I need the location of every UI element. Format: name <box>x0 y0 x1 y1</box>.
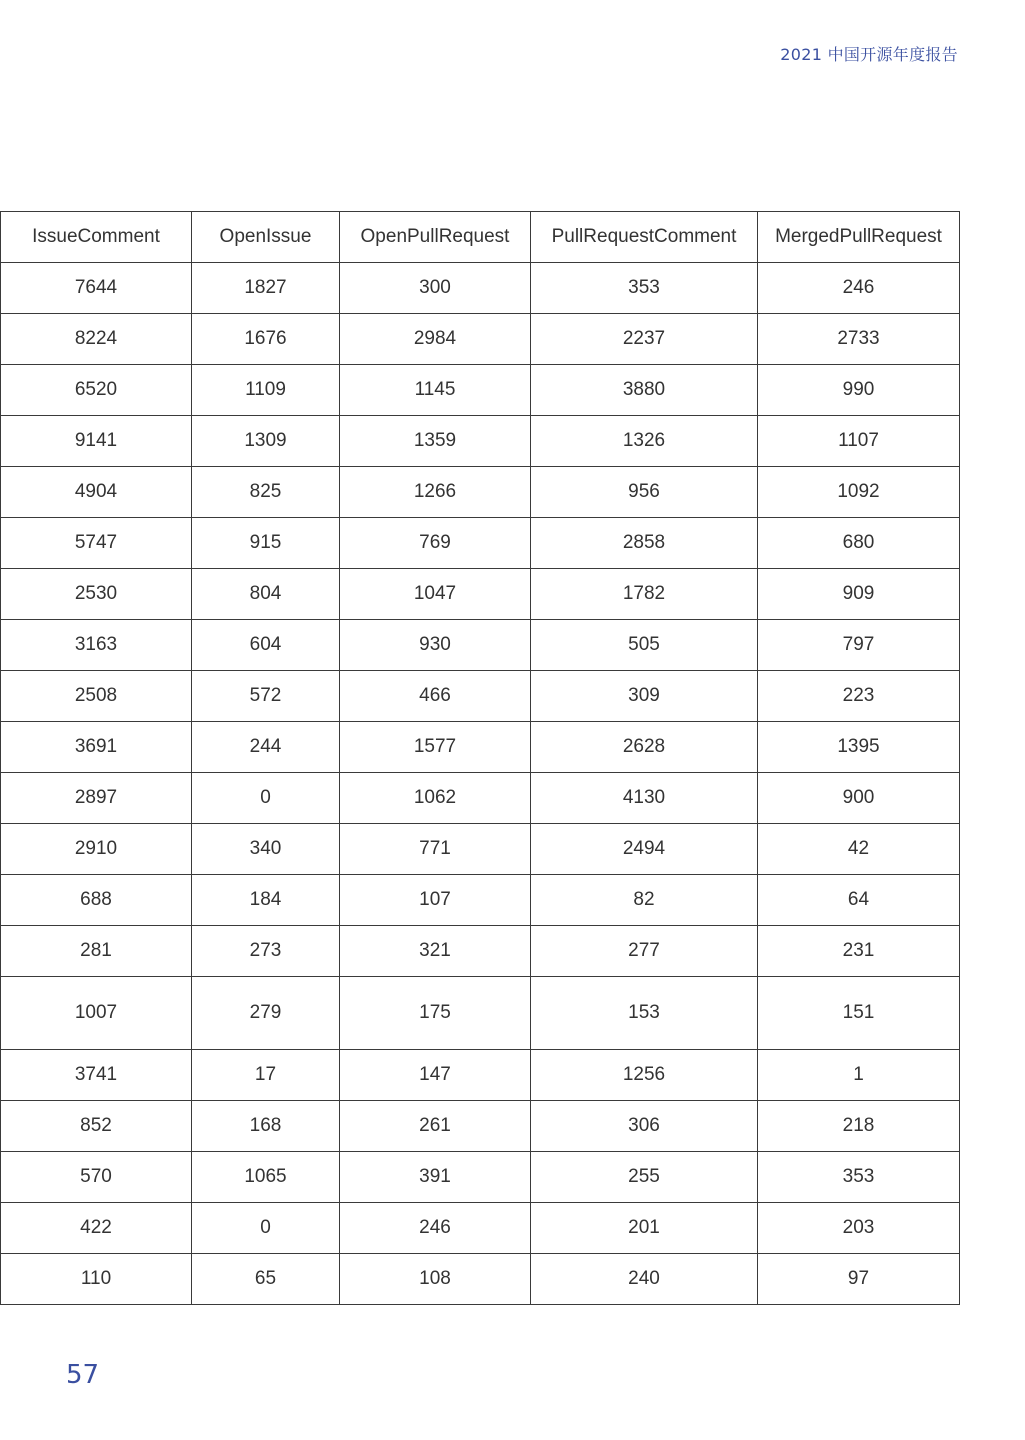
table-cell: 2910 <box>1 824 192 875</box>
table-cell: 110 <box>1 1254 192 1305</box>
table-cell: 223 <box>758 671 960 722</box>
table-cell: 391 <box>340 1152 531 1203</box>
table-cell: 1145 <box>340 365 531 416</box>
table-cell: 2984 <box>340 314 531 365</box>
table-row <box>1 518 960 569</box>
table-cell: 797 <box>758 620 960 671</box>
table-body <box>1 263 960 1305</box>
table-cell: 990 <box>758 365 960 416</box>
table-cell: 244 <box>192 722 340 773</box>
column-header: OpenPullRequest <box>340 212 531 263</box>
table-cell: 3741 <box>1 1050 192 1101</box>
table-cell: 240 <box>531 1254 758 1305</box>
table-cell: 915 <box>192 518 340 569</box>
table-cell: 246 <box>340 1203 531 1254</box>
page-number: 57 <box>66 1360 100 1390</box>
table-cell: 930 <box>340 620 531 671</box>
table-cell: 9141 <box>1 416 192 467</box>
table-cell: 1007 <box>1 977 192 1050</box>
column-header: MergedPullRequest <box>758 212 960 263</box>
table-cell: 900 <box>758 773 960 824</box>
table-cell: 1395 <box>758 722 960 773</box>
table-cell: 1326 <box>531 416 758 467</box>
table-cell: 273 <box>192 926 340 977</box>
column-header: PullRequestComment <box>531 212 758 263</box>
table-cell: 6520 <box>1 365 192 416</box>
table-cell: 353 <box>531 263 758 314</box>
table-row <box>1 1152 960 1203</box>
table-cell: 1092 <box>758 467 960 518</box>
table-row <box>1 1203 960 1254</box>
table-cell: 246 <box>758 263 960 314</box>
table-cell: 1 <box>758 1050 960 1101</box>
table-cell: 2858 <box>531 518 758 569</box>
table-cell: 1109 <box>192 365 340 416</box>
table-cell: 281 <box>1 926 192 977</box>
table-cell: 1047 <box>340 569 531 620</box>
table-cell: 909 <box>758 569 960 620</box>
table-cell: 1309 <box>192 416 340 467</box>
table-row <box>1 773 960 824</box>
table-cell: 0 <box>192 773 340 824</box>
table-cell: 2237 <box>531 314 758 365</box>
table-cell: 277 <box>531 926 758 977</box>
table-cell: 604 <box>192 620 340 671</box>
table-row <box>1 569 960 620</box>
table-row <box>1 1050 960 1101</box>
table-cell: 279 <box>192 977 340 1050</box>
table-row <box>1 416 960 467</box>
table-cell: 1062 <box>340 773 531 824</box>
table-cell: 151 <box>758 977 960 1050</box>
table-cell: 353 <box>758 1152 960 1203</box>
table-cell: 688 <box>1 875 192 926</box>
table-cell: 107 <box>340 875 531 926</box>
table-cell: 1256 <box>531 1050 758 1101</box>
table-row <box>1 1101 960 1152</box>
table-cell: 5747 <box>1 518 192 569</box>
table-cell: 1107 <box>758 416 960 467</box>
table-cell: 203 <box>758 1203 960 1254</box>
table-cell: 108 <box>340 1254 531 1305</box>
table-row <box>1 824 960 875</box>
column-header: IssueComment <box>1 212 192 263</box>
table-cell: 2494 <box>531 824 758 875</box>
table-cell: 505 <box>531 620 758 671</box>
table-cell: 42 <box>758 824 960 875</box>
table-row <box>1 620 960 671</box>
table-cell: 65 <box>192 1254 340 1305</box>
table-cell: 231 <box>758 926 960 977</box>
table-cell: 168 <box>192 1101 340 1152</box>
table-cell: 184 <box>192 875 340 926</box>
table-cell: 17 <box>192 1050 340 1101</box>
table-cell: 466 <box>340 671 531 722</box>
table-cell: 1359 <box>340 416 531 467</box>
table-cell: 7644 <box>1 263 192 314</box>
table-cell: 4904 <box>1 467 192 518</box>
table-header <box>1 212 960 263</box>
table-header-row <box>1 212 960 263</box>
table-cell: 306 <box>531 1101 758 1152</box>
table-row <box>1 875 960 926</box>
table-cell: 2897 <box>1 773 192 824</box>
table-cell: 1676 <box>192 314 340 365</box>
table-cell: 1782 <box>531 569 758 620</box>
table-cell: 201 <box>531 1203 758 1254</box>
table-cell: 8224 <box>1 314 192 365</box>
table-cell: 0 <box>192 1203 340 1254</box>
report-header-title: 2021 中国开源年度报告 <box>780 45 958 64</box>
table-cell: 1266 <box>340 467 531 518</box>
table-cell: 261 <box>340 1101 531 1152</box>
table-cell: 321 <box>340 926 531 977</box>
table-cell: 4130 <box>531 773 758 824</box>
table-cell: 153 <box>531 977 758 1050</box>
table-cell: 572 <box>192 671 340 722</box>
table-row <box>1 263 960 314</box>
table-cell: 300 <box>340 263 531 314</box>
table-cell: 218 <box>758 1101 960 1152</box>
table-cell: 97 <box>758 1254 960 1305</box>
table-cell: 175 <box>340 977 531 1050</box>
table-cell: 956 <box>531 467 758 518</box>
table-cell: 3163 <box>1 620 192 671</box>
table-cell: 2508 <box>1 671 192 722</box>
table-cell: 82 <box>531 875 758 926</box>
table-row <box>1 926 960 977</box>
table-cell: 3880 <box>531 365 758 416</box>
table-row <box>1 1254 960 1305</box>
table-cell: 825 <box>192 467 340 518</box>
data-table <box>0 211 960 1305</box>
table-cell: 255 <box>531 1152 758 1203</box>
table-cell: 64 <box>758 875 960 926</box>
table-cell: 340 <box>192 824 340 875</box>
column-header: OpenIssue <box>192 212 340 263</box>
table-row <box>1 365 960 416</box>
table-cell: 771 <box>340 824 531 875</box>
table-row <box>1 722 960 773</box>
table-cell: 1577 <box>340 722 531 773</box>
table-cell: 2628 <box>531 722 758 773</box>
table-cell: 680 <box>758 518 960 569</box>
table-cell: 1065 <box>192 1152 340 1203</box>
table-cell: 3691 <box>1 722 192 773</box>
table-cell: 769 <box>340 518 531 569</box>
table-cell: 147 <box>340 1050 531 1101</box>
table-row <box>1 314 960 365</box>
table-row <box>1 467 960 518</box>
table-cell: 2530 <box>1 569 192 620</box>
table-cell: 852 <box>1 1101 192 1152</box>
table-cell: 309 <box>531 671 758 722</box>
table-cell: 570 <box>1 1152 192 1203</box>
table-cell: 1827 <box>192 263 340 314</box>
table-cell: 804 <box>192 569 340 620</box>
table-row <box>1 977 960 1050</box>
table-row <box>1 671 960 722</box>
table-cell: 2733 <box>758 314 960 365</box>
table-cell: 422 <box>1 1203 192 1254</box>
